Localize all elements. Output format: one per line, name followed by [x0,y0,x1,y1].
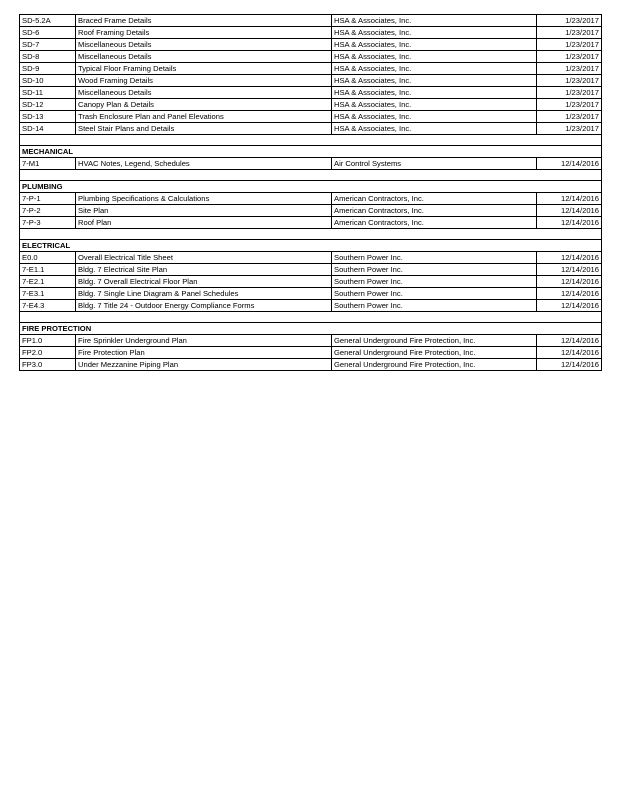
consultant-firm: Southern Power Inc. [332,264,537,276]
consultant-firm: Southern Power Inc. [332,300,537,312]
section-header-row [20,323,602,335]
sheet-number: SD-11 [20,87,76,99]
sheet-title: Roof Plan [76,217,332,229]
consultant-firm: Air Control Systems [332,158,537,170]
sheet-number: FP2.0 [20,347,76,359]
consultant-firm: General Underground Fire Protection, Inc. [332,359,537,371]
table-row [20,264,602,276]
consultant-firm: HSA & Associates, Inc. [332,27,537,39]
table-row [20,252,602,264]
table-row [20,205,602,217]
issue-date: 1/23/2017 [537,63,602,75]
consultant-firm: HSA & Associates, Inc. [332,51,537,63]
sheet-number: SD-12 [20,99,76,111]
sheet-title: Plumbing Specifications & Calculations [76,193,332,205]
sheet-title: Miscellaneous Details [76,87,332,99]
sheet-title: Miscellaneous Details [76,51,332,63]
issue-date: 12/14/2016 [537,217,602,229]
consultant-firm: HSA & Associates, Inc. [332,15,537,27]
table-row [20,217,602,229]
sheet-number: SD-8 [20,51,76,63]
consultant-firm: HSA & Associates, Inc. [332,123,537,135]
sheet-title: Bldg. 7 Single Line Diagram & Panel Schedules [76,288,332,300]
issue-date: 1/23/2017 [537,51,602,63]
issue-date: 12/14/2016 [537,193,602,205]
consultant-firm: HSA & Associates, Inc. [332,63,537,75]
consultant-firm: HSA & Associates, Inc. [332,111,537,123]
spacer-cell [20,229,602,240]
table-row [20,39,602,51]
issue-date: 12/14/2016 [537,335,602,347]
consultant-firm: HSA & Associates, Inc. [332,75,537,87]
issue-date: 12/14/2016 [537,252,602,264]
spacer-row [20,135,602,146]
sheet-number: SD-9 [20,63,76,75]
consultant-firm: HSA & Associates, Inc. [332,39,537,51]
sheet-title: Bldg. 7 Title 24 - Outdoor Energy Compliance Forms [76,300,332,312]
issue-date: 1/23/2017 [537,111,602,123]
table-row [20,288,602,300]
table-row [20,27,602,39]
table-row [20,359,602,371]
section-header-row [20,146,602,158]
issue-date: 12/14/2016 [537,347,602,359]
sheet-number: SD-10 [20,75,76,87]
table-row [20,51,602,63]
sheet-title: Wood Framing Details [76,75,332,87]
sheet-number: 7-E4.3 [20,300,76,312]
section-label: FIRE PROTECTION [20,323,602,335]
sheet-number: SD-14 [20,123,76,135]
table-row [20,111,602,123]
sheet-number: SD-5.2A [20,15,76,27]
issue-date: 1/23/2017 [537,39,602,51]
spacer-row [20,229,602,240]
section-label: PLUMBING [20,181,602,193]
sheet-title: Trash Enclosure Plan and Panel Elevations [76,111,332,123]
table-row [20,15,602,27]
table-row [20,99,602,111]
section-header-row [20,181,602,193]
sheet-title: Under Mezzanine Piping Plan [76,359,332,371]
sheet-number: SD-13 [20,111,76,123]
sheet-title: Overall Electrical Title Sheet [76,252,332,264]
sheet-title: Roof Framing Details [76,27,332,39]
sheet-number: 7-P-3 [20,217,76,229]
sheet-number: E0.0 [20,252,76,264]
consultant-firm: Southern Power Inc. [332,276,537,288]
issue-date: 12/14/2016 [537,158,602,170]
issue-date: 12/14/2016 [537,359,602,371]
section-label: ELECTRICAL [20,240,602,252]
section-header-row [20,240,602,252]
section-label: MECHANICAL [20,146,602,158]
drawing-index-sheet [19,14,601,371]
sheet-title: Site Plan [76,205,332,217]
sheet-title: Canopy Plan & Details [76,99,332,111]
issue-date: 1/23/2017 [537,123,602,135]
table-row [20,158,602,170]
consultant-firm: General Underground Fire Protection, Inc. [332,347,537,359]
table-row [20,276,602,288]
table-row [20,87,602,99]
sheet-number: 7-M1 [20,158,76,170]
consultant-firm: American Contractors, Inc. [332,205,537,217]
spacer-cell [20,170,602,181]
sheet-title: Fire Sprinkler Underground Plan [76,335,332,347]
table-row [20,347,602,359]
issue-date: 1/23/2017 [537,75,602,87]
spacer-row [20,170,602,181]
issue-date: 1/23/2017 [537,27,602,39]
issue-date: 1/23/2017 [537,99,602,111]
sheet-title: Typical Floor Framing Details [76,63,332,75]
issue-date: 12/14/2016 [537,205,602,217]
spacer-cell [20,312,602,323]
table-row [20,63,602,75]
sheet-title: Miscellaneous Details [76,39,332,51]
consultant-firm: General Underground Fire Protection, Inc. [332,335,537,347]
sheet-number: 7-E3.1 [20,288,76,300]
sheet-number: 7-E1.1 [20,264,76,276]
sheet-number: 7-P-2 [20,205,76,217]
sheet-number: FP1.0 [20,335,76,347]
sheet-number: SD-7 [20,39,76,51]
sheet-title: Braced Frame Details [76,15,332,27]
sheet-number: SD-6 [20,27,76,39]
sheet-title: Bldg. 7 Electrical Site Plan [76,264,332,276]
sheet-title: Steel Stair Plans and Details [76,123,332,135]
table-row [20,300,602,312]
issue-date: 12/14/2016 [537,300,602,312]
sheet-number: 7-P-1 [20,193,76,205]
issue-date: 12/14/2016 [537,288,602,300]
table-row [20,193,602,205]
consultant-firm: Southern Power Inc. [332,252,537,264]
sheet-number: FP3.0 [20,359,76,371]
consultant-firm: American Contractors, Inc. [332,217,537,229]
table-row [20,75,602,87]
issue-date: 12/14/2016 [537,264,602,276]
table-row [20,123,602,135]
table-row [20,335,602,347]
issue-date: 1/23/2017 [537,87,602,99]
consultant-firm: HSA & Associates, Inc. [332,99,537,111]
issue-date: 1/23/2017 [537,15,602,27]
issue-date: 12/14/2016 [537,276,602,288]
sheet-title: HVAC Notes, Legend, Schedules [76,158,332,170]
sheet-number: 7-E2.1 [20,276,76,288]
consultant-firm: HSA & Associates, Inc. [332,87,537,99]
drawing-index-body [20,15,602,371]
consultant-firm: Southern Power Inc. [332,288,537,300]
sheet-title: Fire Protection Plan [76,347,332,359]
drawing-index-table [19,14,602,371]
consultant-firm: American Contractors, Inc. [332,193,537,205]
spacer-row [20,312,602,323]
sheet-title: Bldg. 7 Overall Electrical Floor Plan [76,276,332,288]
spacer-cell [20,135,602,146]
